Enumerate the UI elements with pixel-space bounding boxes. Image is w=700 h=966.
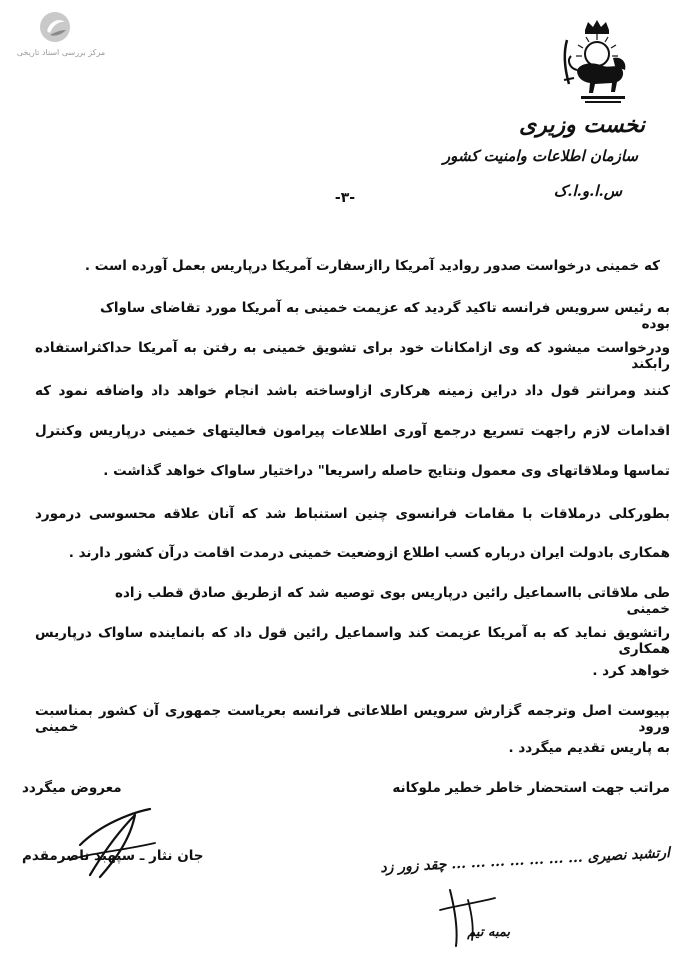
page-number: -۳- (334, 190, 356, 206)
body-line-9: طی ملاقاتی بااسماعیل رائین درپاریس بوی توصیه شد که ازطریق صادق قطب زاده خمینی (115, 585, 670, 617)
body-line-5: اقدامات لازم راجهت تسریع درجمع آوری اطلاعات پیرامون فعالیتهای خمینی درپاریس وکنترل (35, 423, 670, 439)
body-line-7: بطورکلی درملاقات با مقامات فرانسوی چنین استنباط شد که آنان علاقه محسوسی درمورد (35, 506, 670, 522)
reference-code: س.ا.و.ا.ک (553, 182, 622, 200)
signature-moghadam-icon (60, 805, 170, 885)
watermark-text: مرکز بررسی اسناد تاریخی (16, 48, 106, 57)
handwritten-annotation-line-2: بمبه تیم (467, 925, 510, 940)
body-line-3: ودرخواست میشود که وی ازامکانات خود برای تشویق خمینی به رفتن به آمریکا حداکثراستفاده رابکند (35, 340, 670, 372)
body-line-8: همکاری بادولت ایران درباره کسب اطلاع ازوضعیت خمینی درمدت اقامت درآن کشور دارند . (68, 545, 670, 561)
closing-left: معروض میگردد (22, 780, 122, 796)
body-line-13: به پاریس تقدیم میگردد . (508, 740, 670, 756)
archive-logo-icon (38, 10, 72, 44)
body-line-11: خواهد کرد . (592, 663, 670, 679)
body-line-2: به رئیس سرویس فرانسه تاکید گردید که عزیمت خمینی به آمریکا مورد تقاضای ساواک بوده (100, 300, 670, 332)
handwritten-annotation-line-1: ارتشبد نصیری ... ... ... ... ... ... ... چقد زور زد (380, 845, 671, 877)
body-line-10: راتشویق نماید که به آمریکا عزیمت کند واسماعیل رائین قول داد که بانماینده ساواک درپاریس همکاری (35, 625, 670, 657)
office-title: نخست وزیری (519, 112, 645, 138)
body-line-4: کنند ومرانتر قول داد دراین زمینه هرکاری ازاوساخته باشد انجام خواهد داد واضافه نمود که (35, 383, 670, 399)
lion-and-sun-emblem-icon (555, 18, 640, 106)
body-line-12: بپیوست اصل وترجمه گزارش سرویس اطلاعاتی فرانسه بعریاست جمهوری آن کشور بمناسبت ورود خمینی (35, 703, 670, 735)
closing-right: مراتب جهت استحضار خاطر خطیر ملوکانه (392, 780, 670, 796)
body-line-1: که خمینی درخواست صدور روادید آمریکا راازسفارت آمریکا درپاریس بعمل آورده است . (84, 258, 660, 274)
organization-title: سازمان اطلاعات وامنیت کشور (442, 147, 638, 165)
body-line-6: تماسها وملاقاتهای وی معمول ونتایج حاصله راسریعا" دراختیار ساواک خواهد گذاشت . (103, 463, 670, 479)
signatory-name: جان نثار ـ سپهبد ناصرمقدم (22, 848, 204, 864)
